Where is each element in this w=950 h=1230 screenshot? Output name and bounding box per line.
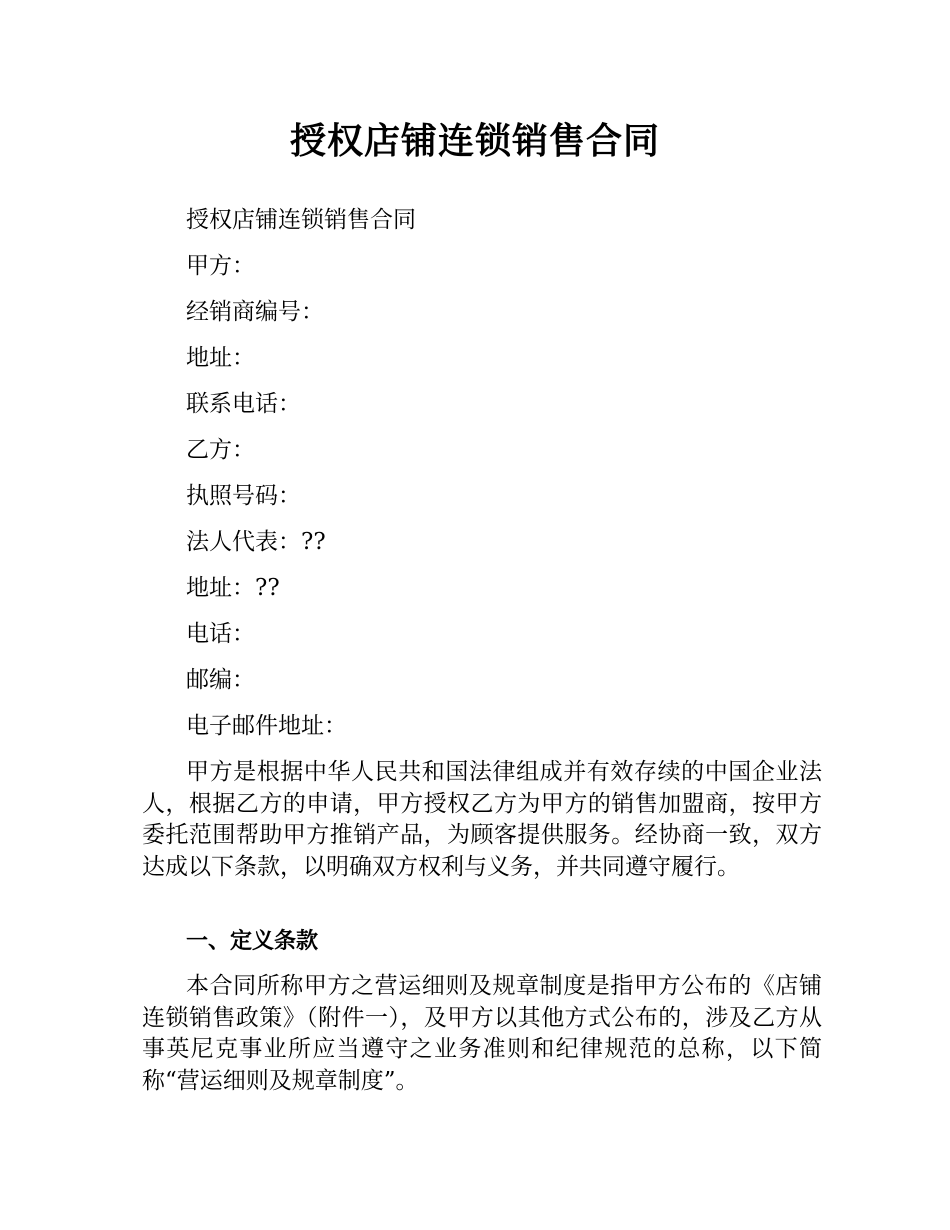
field-dealer-number: 经销商编号： bbox=[186, 299, 324, 325]
field-phone: 电话： bbox=[186, 621, 255, 647]
field-license-number: 执照号码： bbox=[186, 483, 301, 509]
field-legal-representative: 法人代表：?? bbox=[186, 529, 326, 555]
field-address-b: 地址：?? bbox=[186, 575, 280, 601]
field-party-a: 甲方： bbox=[186, 253, 255, 279]
section-heading: 一、定义条款 bbox=[186, 929, 319, 954]
field-party-b: 乙方： bbox=[186, 437, 255, 463]
document-title: 授权店铺连锁销售合同 bbox=[289, 121, 660, 162]
field-contact-phone: 联系电话： bbox=[186, 391, 301, 417]
field-address-a: 地址： bbox=[186, 345, 255, 371]
intro-paragraph: 甲方是根据中华人民共和国法律组成并有效存续的中国企业法人，根据乙方的申请，甲方授权乙方为甲方的销售加盟商，按甲方委托范围帮助甲方推销产品，为顾客提供服务。经协商一致，双方达成以下条款，以明确双方权利与义务，并共同遵守履行。 bbox=[142, 759, 822, 880]
field-postcode: 邮编： bbox=[186, 667, 255, 693]
section-paragraph: 本合同所称甲方之营运细则及规章制度是指甲方公布的《店铺连锁销售政策》（附件一），及甲方以其他方式公布的，涉及乙方从事英尼克事业所应当遵守之业务准则和纪律规范的总称，以下简称“营运细则及规章制度”。 bbox=[142, 973, 822, 1094]
field-line: 授权店铺连锁销售合同 bbox=[186, 207, 416, 233]
field-email: 电子邮件地址： bbox=[186, 713, 347, 739]
